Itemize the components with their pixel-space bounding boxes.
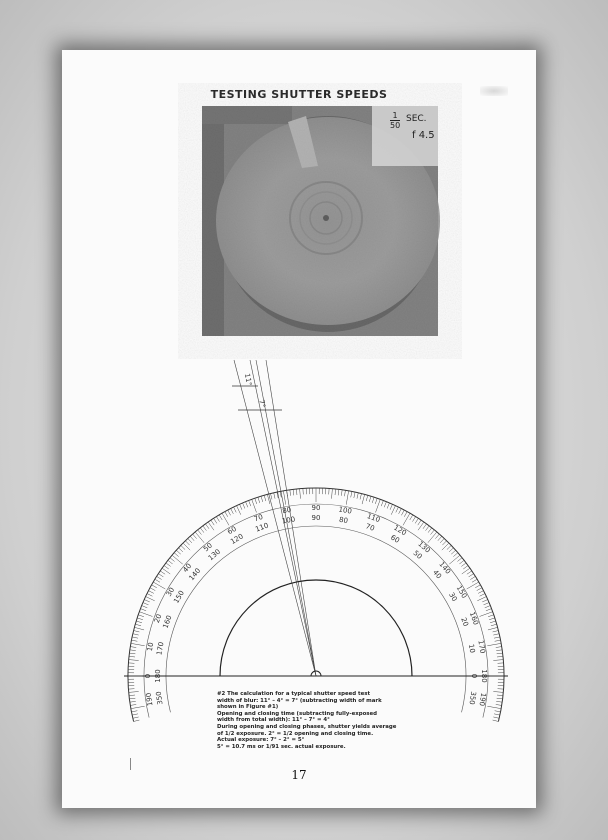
protractor-tick bbox=[489, 618, 495, 620]
protractor-tick bbox=[271, 494, 272, 500]
protractor-label-inner: 40 bbox=[431, 568, 443, 581]
protractor-label-outer: 100 bbox=[337, 505, 353, 516]
protractor-tick bbox=[183, 543, 190, 550]
protractor-tick bbox=[484, 603, 490, 605]
protractor-tick bbox=[442, 541, 446, 545]
protractor-tick bbox=[133, 634, 139, 635]
protractor-tick bbox=[138, 615, 144, 617]
measurement-rays bbox=[232, 360, 316, 676]
protractor-tick bbox=[428, 528, 432, 533]
caption-line: Opening and closing time (subtracting fully-exposed bbox=[217, 710, 378, 717]
protractor-tick bbox=[478, 591, 483, 594]
protractor-tick bbox=[181, 545, 185, 549]
protractor-tick bbox=[447, 545, 451, 549]
protractor-tick bbox=[418, 520, 421, 525]
protractor-tick bbox=[131, 640, 137, 641]
protractor-tick bbox=[493, 717, 499, 718]
protractor-tick bbox=[495, 640, 501, 641]
protractor-tick bbox=[134, 627, 144, 630]
protractor-label-outer: 180 bbox=[480, 669, 488, 683]
protractor-label-outer: 60 bbox=[226, 524, 238, 537]
protractor-tick bbox=[134, 631, 140, 632]
turntable-image bbox=[202, 106, 438, 336]
protractor-tick bbox=[491, 624, 497, 626]
protractor-label-inner: 10 bbox=[466, 643, 477, 654]
protractor-tick bbox=[477, 588, 482, 591]
protractor-label-outer: 170 bbox=[476, 639, 487, 655]
protractor-tick bbox=[255, 498, 257, 504]
dimension-label: 11° bbox=[242, 372, 253, 387]
protractor-tick bbox=[195, 532, 204, 543]
protractor-tick bbox=[410, 515, 413, 520]
protractor-label-inner: 110 bbox=[254, 521, 270, 534]
caption-line: 5° = 10.7 ms or 1/91 sec. actual exposure. bbox=[217, 743, 346, 750]
protractor-tick bbox=[354, 492, 355, 498]
protractor-label-outer: 50 bbox=[202, 541, 215, 554]
protractor-tick bbox=[426, 526, 430, 531]
protractor-tick bbox=[442, 543, 449, 550]
protractor-tick bbox=[170, 558, 175, 562]
measurement-ray bbox=[234, 360, 316, 676]
protractor-tick bbox=[493, 631, 499, 632]
protractor-tick bbox=[496, 704, 502, 705]
protractor-tick bbox=[222, 513, 229, 525]
protractor-tick bbox=[431, 530, 435, 535]
protractor-tick bbox=[487, 706, 501, 708]
caption-line: of 1/2 exposure. 2° = 1/2 opening and closing time. bbox=[217, 730, 374, 737]
document-page bbox=[62, 50, 536, 808]
protractor-side-label: 350 bbox=[467, 690, 478, 706]
protractor-label-outer: 80 bbox=[281, 505, 292, 516]
protractor-tick bbox=[493, 660, 503, 661]
protractor-tick bbox=[497, 698, 503, 699]
protractor-tick bbox=[487, 643, 501, 645]
protractor-tick bbox=[372, 497, 374, 503]
protractor-tick bbox=[240, 504, 242, 509]
protractor-tick bbox=[384, 502, 386, 508]
protractor-tick bbox=[391, 506, 395, 515]
caption-line: shown in Figure #1) bbox=[217, 704, 279, 711]
protractor-label-inner: 0 bbox=[470, 673, 478, 679]
protractor-tick bbox=[300, 489, 301, 499]
caption-line: Actual exposure: 7° – 2° = 5° bbox=[217, 737, 305, 744]
protractor-tick bbox=[146, 597, 155, 601]
protractor-label-inner: 160 bbox=[161, 614, 174, 630]
protractor-label-inner: 80 bbox=[338, 515, 349, 526]
protractor-inner-arc bbox=[220, 580, 412, 676]
protractor-label-inner: 50 bbox=[411, 549, 424, 561]
protractor-tick bbox=[148, 591, 153, 594]
protractor-tick bbox=[461, 563, 466, 567]
protractor-tick bbox=[470, 576, 475, 579]
protractor-tick bbox=[200, 528, 204, 533]
protractor-tick bbox=[179, 548, 183, 552]
protractor-tick bbox=[338, 489, 339, 495]
protractor-tick bbox=[497, 653, 503, 654]
protractor-tick bbox=[494, 714, 500, 715]
protractor-label-outer: 140 bbox=[437, 560, 453, 576]
protractor-label-inner: 70 bbox=[364, 522, 376, 533]
protractor-tick bbox=[134, 720, 140, 721]
protractor-tick bbox=[438, 536, 442, 540]
figure-caption bbox=[217, 691, 447, 750]
protractor-tick bbox=[150, 588, 155, 591]
protractor-tick bbox=[131, 643, 145, 645]
protractor-tick bbox=[404, 512, 407, 517]
protractor-tick bbox=[216, 517, 219, 522]
protractor-tick bbox=[480, 594, 485, 597]
caption-line: During opening and closing phases, shutter yields average bbox=[217, 723, 397, 730]
protractor-tick bbox=[493, 634, 499, 635]
protractor-tick bbox=[155, 579, 160, 582]
protractor-label-outer: 150 bbox=[454, 584, 469, 600]
protractor-tick bbox=[144, 600, 149, 602]
protractor-side-label: 350 bbox=[154, 690, 165, 706]
protractor-tick bbox=[160, 571, 165, 574]
shutter-test-photo bbox=[202, 106, 438, 336]
protractor-tick bbox=[493, 720, 499, 721]
protractor-label-inner: 90 bbox=[311, 514, 321, 522]
protractor-tick bbox=[137, 618, 143, 620]
protractor-tick bbox=[174, 553, 179, 557]
protractor-tick bbox=[130, 701, 136, 702]
protractor-tick bbox=[449, 555, 460, 564]
protractor-tick bbox=[403, 513, 410, 525]
protractor-label-outer: 90 bbox=[311, 504, 321, 512]
dimension-label: 7° bbox=[257, 399, 267, 409]
protractor-label-outer: 10 bbox=[145, 641, 156, 652]
protractor-tick bbox=[274, 493, 275, 499]
protractor-tick bbox=[346, 491, 348, 505]
protractor-tick bbox=[152, 585, 157, 588]
protractor-tick bbox=[131, 711, 137, 712]
protractor-tick bbox=[469, 574, 474, 577]
protractor-tick bbox=[193, 534, 197, 539]
protractor-tick bbox=[129, 660, 139, 661]
protractor-tick bbox=[283, 491, 285, 505]
protractor-tick bbox=[381, 500, 383, 506]
protractor-tick bbox=[188, 539, 192, 543]
protractor-label-outer: 20 bbox=[152, 612, 164, 625]
protractor-tick bbox=[293, 489, 294, 495]
protractor-tick bbox=[249, 500, 251, 506]
protractor-tick bbox=[243, 503, 245, 509]
protractor-tick bbox=[495, 711, 501, 712]
protractor-tick bbox=[362, 494, 365, 504]
protractor-tick bbox=[496, 650, 502, 651]
protractor-label-inner: 60 bbox=[389, 533, 401, 545]
protractor-tick bbox=[153, 582, 165, 589]
protractor-tick bbox=[168, 560, 173, 564]
protractor-tick bbox=[129, 698, 135, 699]
fraction-numerator: 1 bbox=[392, 111, 398, 120]
protractor-tick bbox=[412, 517, 415, 522]
unit-label: SEC. bbox=[406, 114, 427, 124]
protractor-tick bbox=[135, 624, 141, 626]
protractor-tick bbox=[451, 550, 455, 554]
protractor-tick bbox=[129, 695, 135, 696]
protractor-label-inner: 130 bbox=[206, 547, 223, 563]
protractor-tick bbox=[360, 494, 361, 500]
protractor-tick bbox=[467, 582, 479, 589]
protractor-tick bbox=[190, 536, 194, 540]
protractor-tick bbox=[332, 489, 333, 499]
protractor-label-inner: 30 bbox=[447, 591, 459, 603]
protractor-tick bbox=[449, 548, 453, 552]
protractor-tick bbox=[341, 490, 342, 496]
protractor-tick bbox=[136, 621, 142, 623]
protractor-tick bbox=[205, 524, 209, 529]
protractor-tick bbox=[264, 495, 266, 501]
protractor-label-inner: 180 bbox=[154, 669, 162, 683]
protractor-label-outer: 120 bbox=[392, 523, 408, 538]
protractor-side-label: 190 bbox=[477, 692, 488, 707]
protractor-tick bbox=[142, 606, 148, 608]
protractor-scale bbox=[124, 488, 508, 721]
aperture-label: f 4.5 bbox=[412, 130, 435, 141]
protractor-tick bbox=[158, 574, 163, 577]
protractor-tick bbox=[435, 534, 439, 539]
protractor-tick bbox=[488, 615, 494, 617]
protractor-tick bbox=[344, 490, 345, 496]
protractor-tick bbox=[129, 656, 135, 657]
protractor-tick-arc bbox=[144, 504, 488, 718]
protractor-tick bbox=[130, 647, 136, 648]
protractor-tick bbox=[490, 621, 496, 623]
protractor-label-outer: 0 bbox=[144, 673, 152, 679]
protractor-tick bbox=[440, 539, 444, 543]
protractor-label-outer: 160 bbox=[467, 610, 480, 627]
protractor-tick bbox=[132, 637, 138, 638]
protractor-tick bbox=[234, 507, 237, 512]
page-number: 17 bbox=[291, 768, 307, 782]
protractor-outer-arc bbox=[128, 488, 504, 721]
protractor-tick bbox=[143, 603, 149, 605]
protractor-tick bbox=[231, 508, 234, 513]
protractor-tick bbox=[459, 560, 464, 564]
protractor-label-outer: 130 bbox=[416, 539, 432, 555]
protractor-tick bbox=[261, 496, 263, 502]
protractor-side-label: 190 bbox=[144, 692, 155, 707]
protractor-label-outer: 70 bbox=[252, 512, 265, 524]
protractor-tick bbox=[485, 606, 491, 608]
protractor-label-outer: 40 bbox=[181, 562, 194, 575]
protractor-tick bbox=[132, 714, 138, 715]
protractor-tick bbox=[237, 506, 241, 515]
protractor-tick bbox=[140, 609, 146, 611]
protractor-tick bbox=[375, 498, 377, 504]
protractor-tick bbox=[219, 515, 222, 520]
protractor-tick bbox=[475, 585, 480, 588]
protractor-tick bbox=[482, 600, 487, 602]
protractor-tick bbox=[133, 717, 139, 718]
protractor-tick bbox=[399, 508, 402, 513]
protractor-tick bbox=[351, 491, 352, 497]
protractor-tick bbox=[228, 510, 231, 515]
protractor-tick bbox=[415, 518, 418, 523]
protractor-labels bbox=[144, 373, 488, 707]
protractor-tick bbox=[198, 530, 202, 535]
protractor-tick bbox=[296, 489, 297, 495]
protractor-tick bbox=[496, 701, 502, 702]
caption-line: width from total width): 11° – 7° = 4° bbox=[217, 717, 330, 724]
protractor-tick bbox=[493, 692, 503, 693]
protractor-tick bbox=[396, 507, 399, 512]
protractor-label-inner: 120 bbox=[229, 532, 245, 546]
protractor-tick bbox=[366, 495, 368, 501]
protractor-tick bbox=[494, 637, 500, 638]
protractor-label-inner: 140 bbox=[187, 566, 203, 583]
protractor-tick bbox=[172, 555, 183, 564]
protractor-tick bbox=[369, 496, 371, 502]
protractor-label-outer: 30 bbox=[164, 586, 177, 598]
protractor-tick bbox=[335, 489, 336, 495]
protractor-tick bbox=[401, 510, 404, 515]
protractor-tick bbox=[290, 490, 291, 496]
protractor-tick bbox=[166, 563, 171, 567]
protractor-tick bbox=[214, 518, 217, 523]
protractor-tick bbox=[176, 550, 180, 554]
protractor-tick bbox=[497, 656, 503, 657]
protractor-label-inner: 150 bbox=[172, 589, 186, 605]
protractor-label-inner: 100 bbox=[281, 515, 296, 526]
protractor-tick bbox=[157, 576, 162, 579]
protractor-tick bbox=[472, 579, 477, 582]
protractor-tick bbox=[131, 706, 145, 708]
protractor-tick bbox=[453, 553, 458, 557]
protractor-tick bbox=[130, 704, 136, 705]
fraction bbox=[390, 112, 400, 130]
protractor-label-outer: 110 bbox=[365, 512, 382, 525]
protractor-tick bbox=[225, 512, 228, 517]
protractor-tick bbox=[488, 627, 498, 630]
protractor-label-inner: 170 bbox=[155, 641, 166, 656]
protractor-tick bbox=[457, 558, 462, 562]
protractor-tick bbox=[390, 504, 392, 509]
protractor-tick bbox=[164, 565, 169, 569]
protractor-tick bbox=[387, 503, 389, 509]
protractor-tick bbox=[423, 524, 427, 529]
protractor-tick bbox=[467, 571, 472, 574]
caption-line: #2 The calculation for a typical shutter speed test bbox=[217, 691, 371, 697]
protractor-tick bbox=[203, 526, 207, 531]
protractor-tick bbox=[463, 565, 468, 569]
protractor-tick bbox=[477, 597, 486, 601]
protractor-label-inner: 20 bbox=[459, 616, 470, 628]
protractor-tick bbox=[496, 647, 502, 648]
protractor-tick bbox=[129, 653, 135, 654]
fraction-denominator: 50 bbox=[390, 121, 401, 130]
protractor-tick bbox=[185, 541, 189, 545]
protractor-tick bbox=[357, 493, 358, 499]
protractor-tick bbox=[428, 532, 437, 543]
caption-line: width of blur: 11° – 4° = 7° (subtracting width of mark bbox=[217, 697, 382, 704]
protractor-tick bbox=[497, 695, 503, 696]
page-title: TESTING SHUTTER SPEEDS bbox=[210, 88, 388, 101]
protractor-tick bbox=[246, 502, 248, 508]
protractor-tick bbox=[258, 497, 260, 503]
protractor-tick bbox=[486, 609, 492, 611]
protractor-tick bbox=[129, 692, 139, 693]
protractor-tick bbox=[211, 520, 214, 525]
protractor-tick bbox=[130, 650, 136, 651]
protractor-tick bbox=[147, 594, 152, 597]
